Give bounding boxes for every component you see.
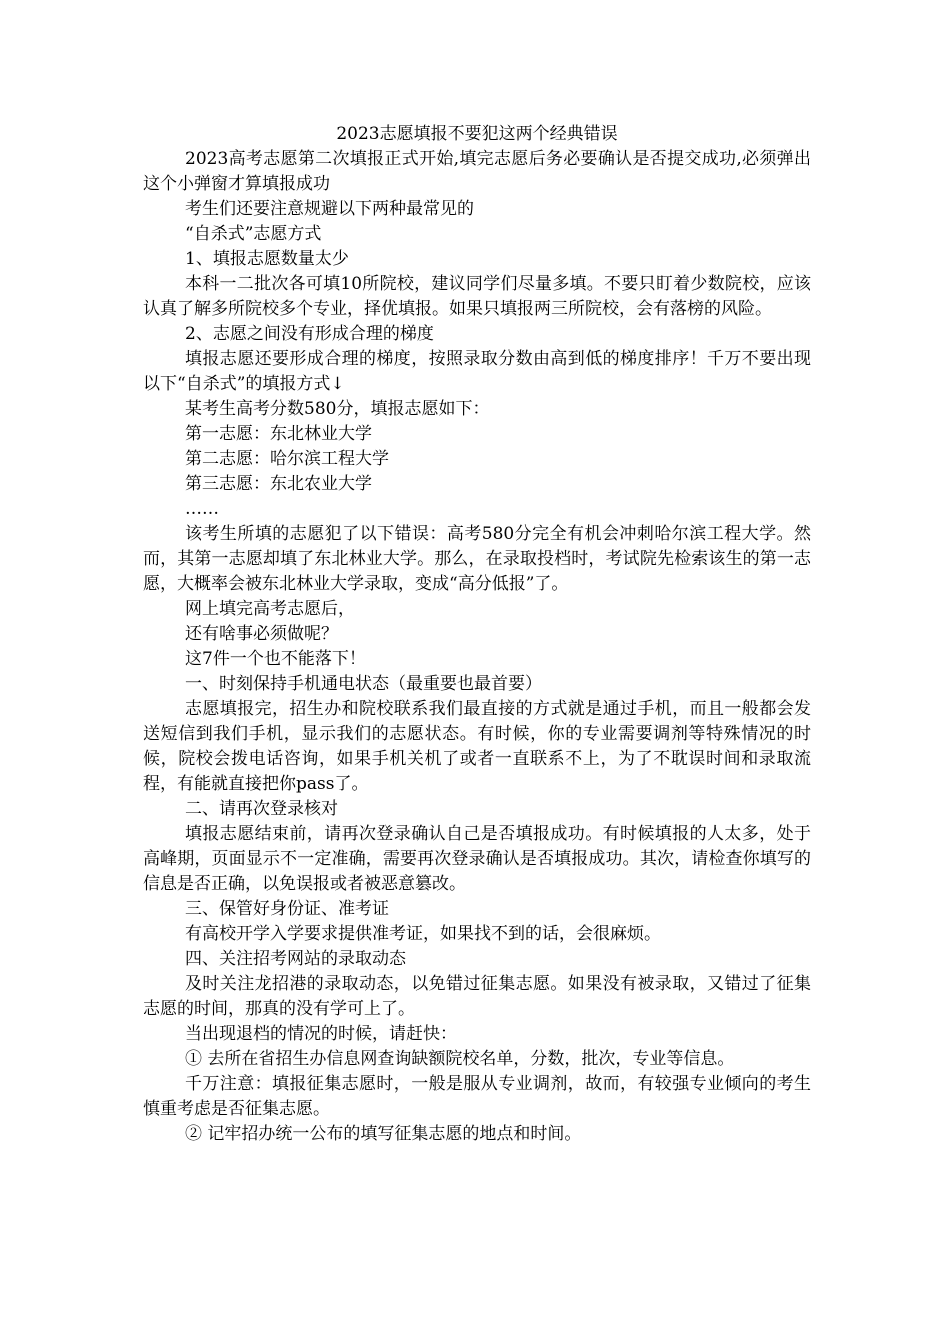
paragraph: 2、志愿之间没有形成合理的梯度 — [185, 324, 434, 344]
paragraph: 这7件一个也不能落下！ — [185, 649, 366, 669]
paragraph: 有高校开学入学要求提供准考证，如果找不到的话，会很麻烦。 — [185, 924, 661, 944]
paragraph: 当出现退档的情况的时候，请赶快： — [185, 1024, 457, 1044]
paragraph: 网上填完高考志愿后， — [185, 599, 355, 619]
paragraph: ① 去所在省招生办信息网查询缺额院校名单，分数，批次，专业等信息。 — [185, 1049, 735, 1069]
paragraph: ② 记牢招办统一公布的填写征集志愿的地点和时间。 — [185, 1124, 582, 1144]
paragraph: 考生们还要注意规避以下两种最常见的 — [185, 199, 474, 219]
document-title: 2023志愿填报不要犯这两个经典错误 — [336, 124, 618, 144]
paragraph: 四、关注招考网站的录取动态 — [185, 949, 406, 969]
paragraph: 千万注意：填报征集志愿时，一般是服从专业调剂，故而，有较强专业倾向的考生慎重考虑是否征集志愿。 — [143, 1074, 811, 1119]
paragraph: 还有啥事必须做呢？ — [185, 624, 338, 644]
paragraph: 1、填报志愿数量太少 — [185, 249, 349, 269]
paragraph: 三、保管好身份证、准考证 — [185, 899, 389, 919]
paragraph: 本科一二批次各可填10所院校，建议同学们尽量多填。不要只盯着少数院校，应该认真了解多所院校多个专业，择优填报。如果只填报两三所院校，会有落榜的风险。 — [143, 274, 811, 319]
paragraph: “自杀式”志愿方式 — [185, 224, 322, 244]
paragraph: 一、时刻保持手机通电状态（最重要也最首要） — [185, 674, 542, 694]
paragraph: 填报志愿还要形成合理的梯度，按照录取分数由高到低的梯度排序！千万不要出现以下“自杀式”的填报方式↓ — [143, 349, 811, 394]
paragraph: 第二志愿：哈尔滨工程大学 — [185, 449, 389, 469]
document-body — [143, 122, 811, 1147]
paragraph-list — [143, 147, 811, 1147]
paragraph: 某考生高考分数580分，填报志愿如下： — [185, 399, 490, 419]
paragraph: 2023高考志愿第二次填报正式开始,填完志愿后务必要确认是否提交成功,必须弹出这个小弹窗才算填报成功 — [143, 149, 811, 194]
paragraph: 及时关注龙招港的录取动态，以免错过征集志愿。如果没有被录取，又错过了征集志愿的时间，那真的没有学可上了。 — [143, 974, 811, 1019]
paragraph: 第一志愿：东北林业大学 — [185, 424, 372, 444]
paragraph: …… — [185, 499, 219, 519]
paragraph: 志愿填报完，招生办和院校联系我们最直接的方式就是通过手机，而且一般都会发送短信到我们手机，显示我们的志愿状态。有时候，你的专业需要调剂等特殊情况的时候，院校会拨电话咨询，如果手机关机了或者一直联系不上，为了不耽误时间和录取流程，有能就直接把你pass了。 — [143, 699, 811, 794]
paragraph: 该考生所填的志愿犯了以下错误：高考580分完全有机会冲刺哈尔滨工程大学。然而，其第一志愿却填了东北林业大学。那么，在录取投档时，考试院先检索该生的第一志愿，大概率会被东北林业大学录取，变成“高分低报”了。 — [143, 524, 811, 594]
paragraph: 第三志愿：东北农业大学 — [185, 474, 372, 494]
paragraph: 二、请再次登录核对 — [185, 799, 338, 819]
paragraph: 填报志愿结束前，请再次登录确认自己是否填报成功。有时候填报的人太多，处于高峰期，页面显示不一定准确，需要再次登录确认是否填报成功。其次，请检查你填写的信息是否正确，以免误报或者被恶意篡改。 — [143, 824, 811, 894]
